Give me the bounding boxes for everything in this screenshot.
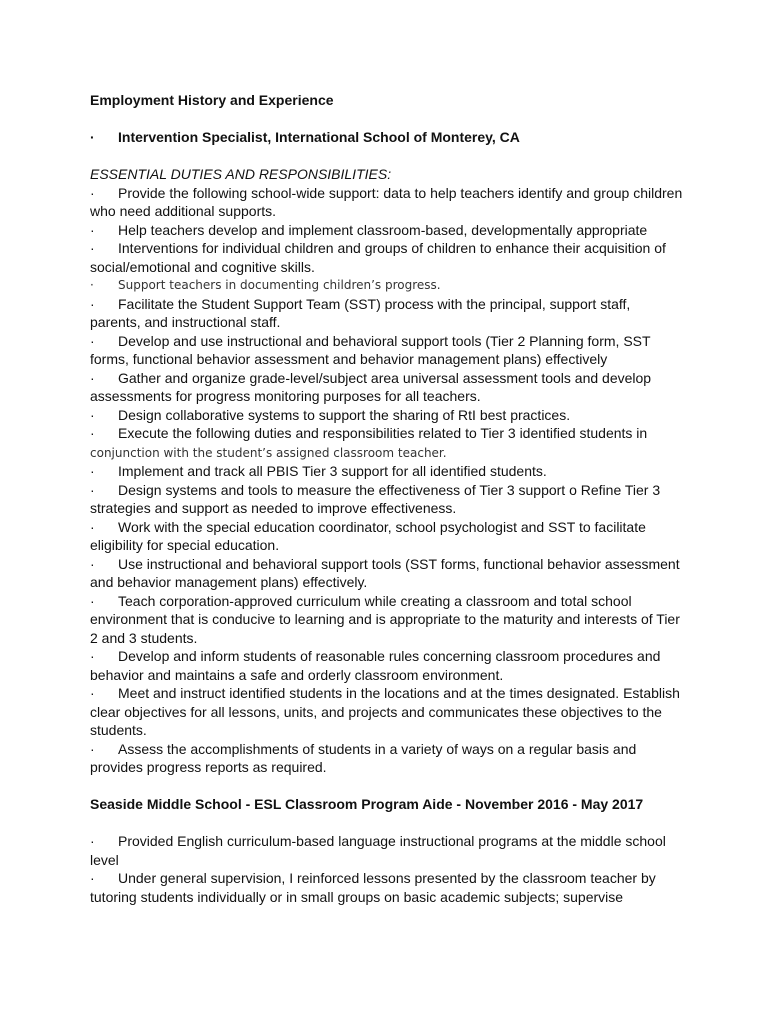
bullet-dot: · <box>90 555 95 572</box>
bullet-dot: · <box>90 685 95 701</box>
duty-line: Interventions for individual children and groups of children to enhance their acquisition of <box>118 240 666 256</box>
bullet-dot: · <box>90 240 95 256</box>
bullet-dot: · <box>90 870 95 886</box>
bullet-dot: · <box>90 592 95 609</box>
duties-heading: ESSENTIAL DUTIES AND RESPONSIBILITIES: <box>90 166 392 182</box>
duty-line: Help teachers develop and implement classroom-based, developmentally appropriate <box>118 221 648 238</box>
bullet-dot: · <box>90 184 95 201</box>
bullet-dot: · <box>90 278 94 292</box>
resume-document <box>90 91 690 906</box>
bullet-dot: · <box>90 481 95 498</box>
duty-item <box>90 592 690 648</box>
duty-item <box>90 221 690 240</box>
duty-line: tutoring students individually or in small groups on basic academic subjects; supervise <box>90 888 624 905</box>
spacer <box>90 814 690 833</box>
duty-item <box>90 481 690 518</box>
duty-line: behavior and maintains a safe and orderly classroom environment. <box>90 666 504 683</box>
duty-line: and behavior management plans) effectively. <box>90 574 368 590</box>
duty-line: level <box>90 851 119 868</box>
duty-line: Develop and inform students of reasonable rules concerning classroom procedures and <box>118 648 661 664</box>
bullet-dot: · <box>90 463 95 479</box>
duty-item <box>90 295 690 332</box>
bullet-dot: · <box>90 221 95 238</box>
duty-line: forms, functional behavior assessment and behavior management plans) effectively <box>90 351 608 367</box>
duty-line: Design systems and tools to measure the effectiveness of Tier 3 support o Refine Tier 3 <box>118 481 661 498</box>
duty-line: provides progress reports as required. <box>90 759 327 775</box>
duty-line: Develop and use instructional and behavioral support tools (Tier 2 Planning form, SST <box>118 332 651 349</box>
duty-item <box>90 462 690 481</box>
duty-line: conjunction with the student’s assigned classroom teacher. <box>90 445 447 460</box>
duty-line: who need additional supports. <box>90 203 277 219</box>
duty-line: Use instructional and behavioral support tools (SST forms, functional behavior assessment <box>118 555 680 572</box>
duty-line: Support teachers in documenting children’s progress. <box>118 278 441 292</box>
bullet-dot: · <box>90 129 95 145</box>
duty-line: Gather and organize grade-level/subject area universal assessment tools and develop <box>118 369 652 386</box>
duty-line: Under general supervision, I reinforced lessons presented by the classroom teacher by <box>118 870 656 886</box>
duty-item <box>90 184 690 221</box>
duty-item <box>90 406 690 425</box>
seaside-duties-list <box>90 832 690 906</box>
duty-item <box>90 518 690 555</box>
bullet-dot: · <box>90 518 95 535</box>
spacer <box>90 110 690 129</box>
duty-line: Teach corporation-approved curriculum while creating a classroom and total school <box>118 592 632 609</box>
bullet-dot: · <box>90 369 95 386</box>
duty-item <box>90 239 690 276</box>
duty-line: assessments for progress monitoring purposes for all teachers. <box>90 388 481 404</box>
duty-line: strategies and support as needed to improve effectiveness. <box>90 500 457 516</box>
duty-line: Assess the accomplishments of students in a variety of ways on a regular basis and <box>118 740 637 757</box>
section-heading-employment-history: Employment History and Experience <box>90 92 334 108</box>
duty-item <box>90 332 690 369</box>
bullet-dot: · <box>90 406 95 423</box>
duty-item <box>90 832 690 869</box>
duty-line: environment that is conducive to learning and is appropriate to the maturity and interests of Tier <box>90 611 680 627</box>
duty-item <box>90 276 690 295</box>
duty-line: students. <box>90 722 147 738</box>
duty-line: 2 and 3 students. <box>90 629 198 646</box>
duty-line: Design collaborative systems to support the sharing of RtI best practices. <box>118 406 571 423</box>
bullet-dot: · <box>90 295 95 312</box>
duty-line: eligibility for special education. <box>90 537 280 553</box>
duty-line: Work with the special education coordinator, school psychologist and SST to facilitate <box>118 518 646 535</box>
duty-line: Implement and track all PBIS Tier 3 support for all identified students. <box>118 463 547 479</box>
duty-item <box>90 684 690 740</box>
duty-line: Provide the following school-wide support: data to help teachers identify and group children <box>118 184 683 201</box>
duty-item <box>90 369 690 406</box>
duties-list <box>90 184 690 777</box>
duty-item <box>90 424 690 462</box>
job-title-text: Intervention Specialist, International School of Monterey, CA <box>118 129 520 145</box>
duty-line: social/emotional and cognitive skills. <box>90 258 315 275</box>
duty-line: Execute the following duties and responsibilities related to Tier 3 identified students in <box>118 425 648 441</box>
job-title-intervention-specialist <box>90 128 690 147</box>
bullet-dot: · <box>90 332 95 349</box>
bullet-dot: · <box>90 648 95 664</box>
spacer <box>90 147 690 166</box>
spacer <box>90 777 690 796</box>
duty-line: clear objectives for all lessons, units, and projects and communicates these objectives to the <box>90 703 662 720</box>
duty-line: Meet and instruct identified students in the locations and at the times designated. Establish <box>118 685 680 701</box>
duty-item <box>90 647 690 684</box>
bullet-dot: · <box>90 740 95 757</box>
duty-line: Provided English curriculum-based language instructional programs at the middle school <box>118 833 666 849</box>
bullet-dot: · <box>90 833 95 849</box>
duty-item <box>90 740 690 777</box>
duty-item <box>90 869 690 906</box>
duty-line: parents, and instructional staff. <box>90 314 281 330</box>
duty-line: Facilitate the Student Support Team (SST) process with the principal, support staff, <box>118 295 631 312</box>
duty-item <box>90 555 690 592</box>
section-heading-seaside-middle-school: Seaside Middle School - ESL Classroom Program Aide - November 2016 - May 2017 <box>90 796 644 812</box>
bullet-dot: · <box>90 425 95 441</box>
